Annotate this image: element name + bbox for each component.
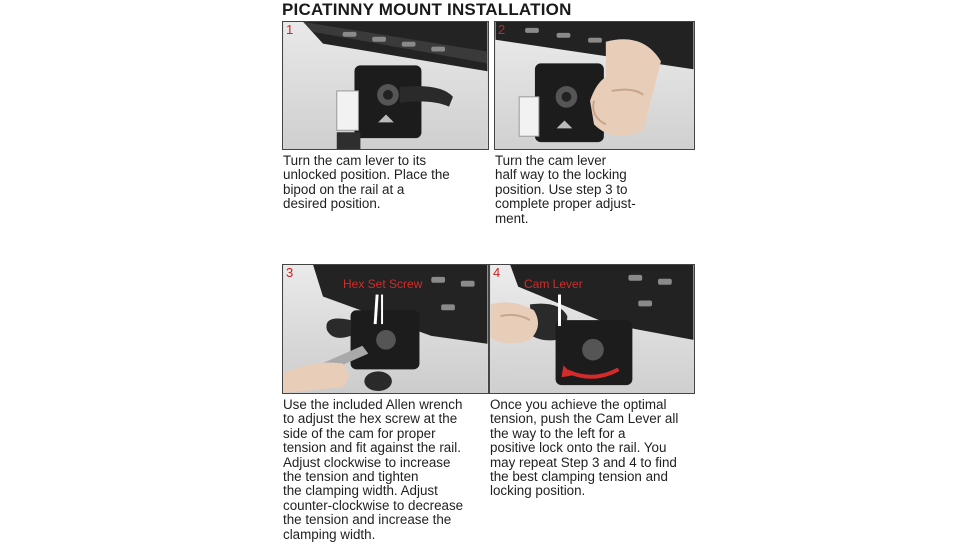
caption-line: complete proper adjust- (495, 196, 636, 212)
caption-line: side of the cam for proper (283, 425, 436, 441)
step-1-illustration (283, 22, 488, 149)
caption-line: the best clamping tension and (490, 469, 668, 485)
caption-line: clamping width. (283, 526, 376, 542)
step-2-caption (495, 154, 636, 226)
cam-lever-callout: Cam Lever (524, 277, 583, 291)
caption-line: may repeat Step 3 and 4 to find (490, 454, 677, 470)
step-4-number: 4 (493, 265, 501, 280)
step-3-number: 3 (286, 265, 294, 280)
caption-line: unlocked position. Place the (283, 167, 450, 183)
caption-line: Turn the cam lever (495, 153, 607, 168)
caption-line: the tension and tighten (283, 469, 419, 485)
step-1-number: 1 (286, 22, 294, 37)
caption-line: positive lock onto the rail. You (490, 440, 667, 456)
caption-line: the way to the left for a (490, 425, 626, 441)
caption-line: counter-clockwise to decrease (283, 497, 464, 513)
caption-line: Use the included Allen wrench (283, 397, 463, 412)
hex-set-screw-callout: Hex Set Screw (343, 277, 423, 291)
caption-line: position. Use step 3 to (495, 181, 628, 197)
caption-line: ment. (495, 210, 529, 226)
caption-line: the tension and increase the (283, 512, 452, 528)
caption-line: the clamping width. Adjust (283, 483, 438, 499)
caption-line: tension, push the Cam Lever all (490, 411, 679, 427)
caption-line: Adjust clockwise to increase (283, 454, 451, 470)
step-1-caption (283, 154, 450, 212)
step-2-number: 2 (498, 22, 506, 37)
step-2-illustration (495, 22, 694, 149)
caption-line: Once you achieve the optimal (490, 397, 667, 412)
step-3-caption (283, 398, 463, 542)
caption-line: Turn the cam lever to its (283, 153, 427, 168)
caption-line: to adjust the hex screw at the (283, 411, 458, 427)
step-4-illustration (490, 265, 694, 393)
caption-line: bipod on the rail at a (283, 181, 405, 197)
page-title: PICATINNY MOUNT INSTALLATION (282, 0, 572, 19)
step-2-photo (494, 21, 695, 150)
step-3-photo (282, 264, 489, 394)
step-4-caption (490, 398, 678, 499)
step-4-photo (489, 264, 695, 394)
step-1-photo (282, 21, 489, 150)
caption-line: tension and fit against the rail. (283, 440, 461, 456)
caption-line: half way to the locking (495, 167, 627, 183)
caption-line: desired position. (283, 196, 381, 212)
caption-line: locking position. (490, 483, 586, 499)
